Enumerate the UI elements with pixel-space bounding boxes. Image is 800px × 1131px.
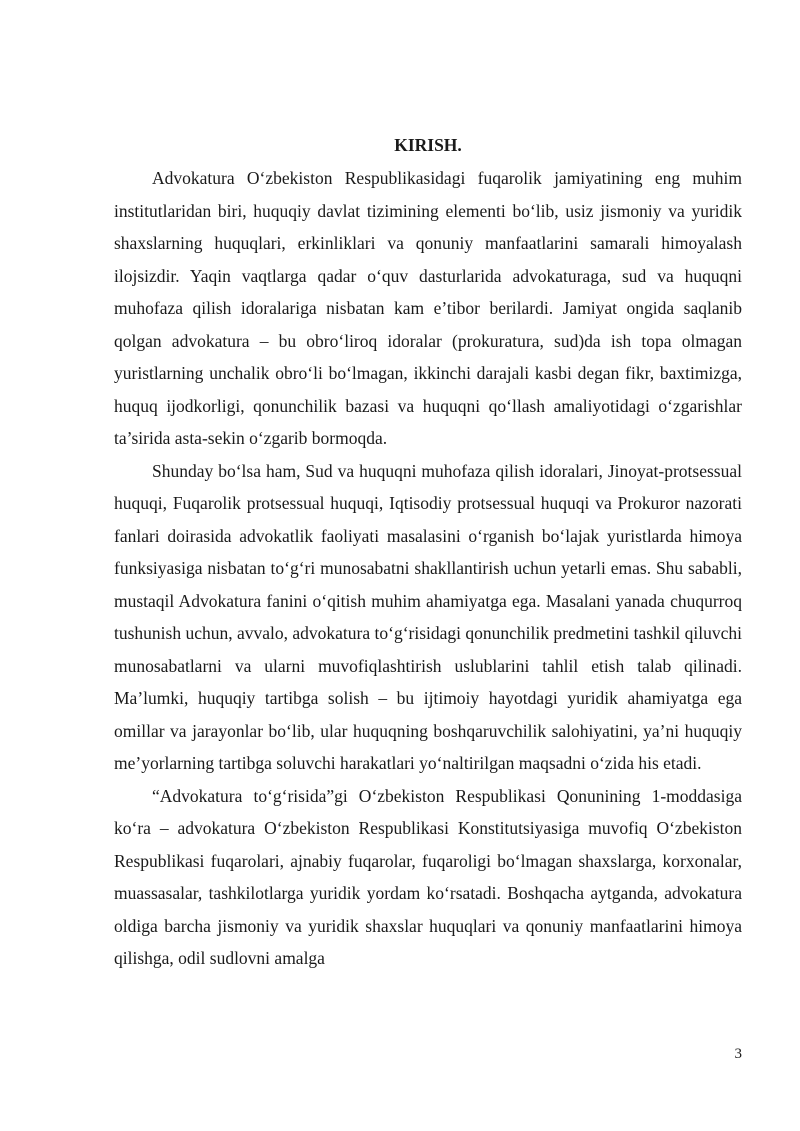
body-text [114,162,742,975]
paragraph-2: Shunday bo‘lsa ham, Sud va huquqni muhofaza qilish idoralari, Jinoyat-protsessual huquqi, Fuqarolik protsessual huquqi, Iqtisodiy protsessual huquqi va Prokuror nazorati fanlari doirasida advokatlik faoliyati masalasini o‘rganish bo‘lajak yuristlarda himoya funksiyasiga nisbatan to‘g‘ri munosabatni shakllantirish uchun yetarli emas. Shu sababli, mustaqil Advokatura fanini o‘qitish muhim ahamiyatga ega. Masalani yanada chuqurroq tushunish uchun, avvalo, advokatura to‘g‘risidagi qonunchilik predmetini tashkil qiluvchi munosabatlarni va ularni muvofiqlashtirish uslublarini tahlil etish talab qilinadi. Ma’lumki, huquqiy tartibga solish – bu ijtimoiy hayotdagi yuridik ahamiyatga ega omillar va jarayonlar bo‘lib, ular huquqning boshqaruvchilik salohiyatini, ya’ni huquqiy me’yorlarning tartibga soluvchi harakatlari yo‘naltirilgan maqsadni o‘zida his etadi. [114,460,742,773]
paragraph-1: Advokatura O‘zbekiston Respublikasidagi fuqarolik jamiyatining eng muhim institutlaridan biri, huquqiy davlat tizimining elementi bo‘lib, usiz jismoniy va yuridik shaxslarning huquqlari, erkinliklari va qonuniy manfaatlarini samarali himoyalash ilojsizdir. Yaqin vaqtlarga qadar o‘quv dasturlarida advokaturaga, sud va huquqni muhofaza qilish idoralariga nisbatan kam e’tibor berilardi. Jamiyat ongida saqlanib qolgan advokatura – bu obro‘liroq idoralar (prokuratura, sud)da ish topa olmagan yuristlarning unchalik obro‘li bo‘lmagan, ikkinchi darajali kasbi degan fikr, baxtimizga, huquq ijodkorligi, qonunchilik bazasi va huquqni qo‘llash amaliyotidagi o‘zgarishlar ta’sirida asta-sekin o‘zgarib bormoqda. [114,168,742,448]
section-title: KIRISH. [394,135,462,155]
paragraph-3: “Advokatura to‘g‘risida”gi O‘zbekiston Respublikasi Qonunining 1-moddasiga ko‘ra – advokatura O‘zbekiston Respublikasi Konstitutsiyasiga muvofiq O‘zbekiston Respublikasi fuqarolari, ajnabiy fuqarolar, fuqaroligi bo‘lmagan shaxslarga, korxonalar, muassasalar, tashkilotlarga yuridik yordam ko‘rsatadi. Boshqacha aytganda, advokatura oldiga barcha jismoniy va yuridik shaxslar huquqlari va qonuniy manfaatlarini himoya qilishga, odil sudlovni amalga [114,785,742,968]
page-number: 3 [734,1046,742,1062]
